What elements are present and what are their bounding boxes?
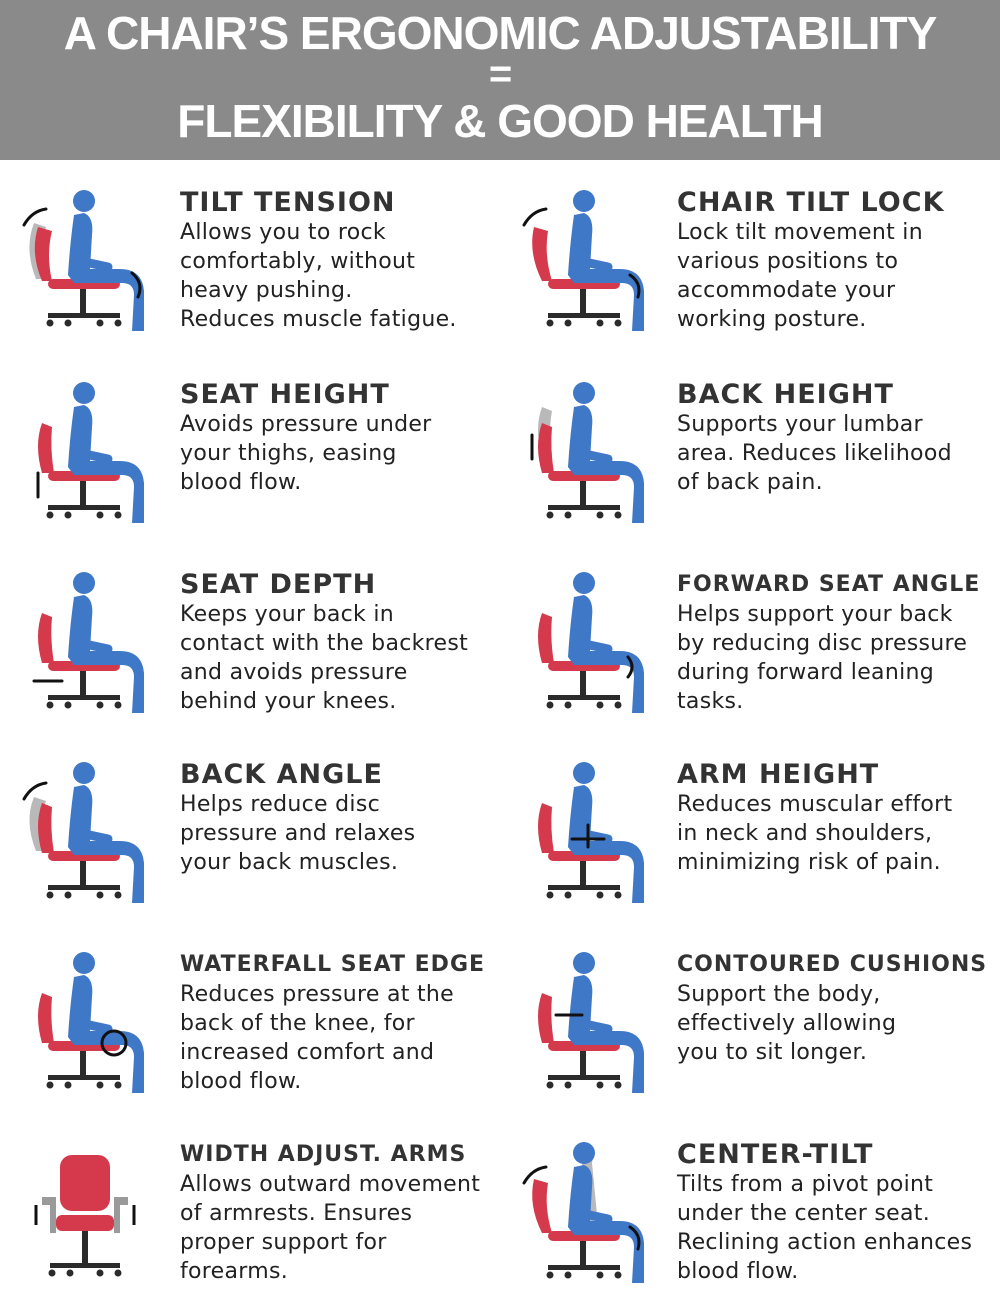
- feature-description-line: by reducing disc pressure: [677, 631, 968, 656]
- seat-height-icon: [12, 375, 157, 525]
- feature-description-line: proper support for: [180, 1230, 387, 1255]
- feature-description: [180, 410, 495, 497]
- feature-description: [180, 218, 495, 334]
- feature-description: [677, 980, 995, 1067]
- feature-description-line: Lock tilt movement in: [677, 220, 923, 245]
- feature-description-line: back of the knee, for: [180, 1011, 415, 1036]
- feature-description: [180, 790, 495, 877]
- feature-description-line: accommodate your: [677, 278, 896, 303]
- back-height-icon: [512, 375, 657, 525]
- feature-title: WIDTH ADJUST. ARMS: [180, 1142, 467, 1167]
- feature-description: [677, 410, 995, 497]
- feature-description-line: forearms.: [180, 1259, 289, 1284]
- banner-equals: =: [488, 52, 512, 96]
- feature-description-line: Reclining action enhances: [677, 1230, 973, 1255]
- feature-description-line: blood flow.: [180, 1069, 302, 1094]
- arm-height-icon: [512, 755, 657, 905]
- feature-description-line: Reduces muscle fatigue.: [180, 307, 457, 332]
- feature-item: [500, 1120, 1000, 1310]
- feature-description-line: Supports your lumbar: [677, 412, 923, 437]
- feature-description-line: Avoids pressure under: [180, 412, 432, 437]
- tilt-tension-icon: [12, 183, 157, 333]
- center-tilt-icon: [512, 1135, 657, 1285]
- feature-description-line: tasks.: [677, 689, 744, 714]
- feature-description-line: of armrests. Ensures: [180, 1201, 413, 1226]
- waterfall-seat-edge-icon: [12, 945, 157, 1095]
- feature-description: [677, 218, 995, 334]
- feature-title: WATERFALL SEAT EDGE: [180, 952, 486, 977]
- feature-description-line: of back pain.: [677, 470, 823, 495]
- feature-title: BACK HEIGHT: [677, 379, 894, 410]
- width-adjust-arms-icon: [12, 1135, 157, 1285]
- feature-description: [180, 980, 495, 1096]
- banner-title-line1: A CHAIR’S ERGONOMIC ADJUSTABILITY: [63, 7, 937, 59]
- feature-description-line: Keeps your back in: [180, 602, 395, 627]
- feature-description-line: in neck and shoulders,: [677, 821, 933, 846]
- feature-description-line: Tilts from a pivot point: [677, 1172, 934, 1197]
- feature-title: FORWARD SEAT ANGLE: [677, 572, 981, 597]
- feature-description-line: blood flow.: [180, 470, 302, 495]
- feature-description-line: pressure and relaxes: [180, 821, 416, 846]
- feature-description-line: working posture.: [677, 307, 867, 332]
- feature-description-line: various positions to: [677, 249, 899, 274]
- feature-description-line: you to sit longer.: [677, 1040, 868, 1065]
- feature-description-line: area. Reduces likelihood: [677, 441, 952, 466]
- feature-description-line: under the center seat.: [677, 1201, 930, 1226]
- feature-description: [180, 600, 495, 716]
- feature-description-line: blood flow.: [677, 1259, 799, 1284]
- feature-title: SEAT DEPTH: [180, 569, 377, 600]
- feature-description: [677, 600, 995, 716]
- feature-description: [677, 1170, 995, 1286]
- feature-description-line: Allows you to rock: [180, 220, 386, 245]
- header-banner: [0, 0, 1000, 160]
- feature-description-line: Allows outward movement: [180, 1172, 481, 1197]
- feature-description: [180, 1170, 495, 1286]
- feature-description-line: your thighs, easing: [180, 441, 397, 466]
- feature-description-line: effectively allowing: [677, 1011, 897, 1036]
- feature-title: CONTOURED CUSHIONS: [677, 952, 988, 977]
- feature-description-line: minimizing risk of pain.: [677, 850, 941, 875]
- feature-description-line: Support the body,: [677, 982, 881, 1007]
- chair-tilt-lock-icon: [512, 183, 657, 333]
- feature-item: [500, 930, 1000, 1120]
- feature-description-line: behind your knees.: [180, 689, 397, 714]
- seat-depth-icon: [12, 565, 157, 715]
- feature-description-line: during forward leaning: [677, 660, 935, 685]
- feature-description-line: Helps reduce disc: [180, 792, 380, 817]
- feature-title: CHAIR TILT LOCK: [677, 187, 945, 218]
- feature-description-line: Reduces muscular effort: [677, 792, 953, 817]
- feature-item: [500, 360, 1000, 550]
- feature-item: [500, 550, 1000, 740]
- feature-description-line: heavy pushing.: [180, 278, 353, 303]
- contoured-cushions-icon: [512, 945, 657, 1095]
- feature-title: TILT TENSION: [180, 187, 396, 218]
- banner-title-line2: FLEXIBILITY & GOOD HEALTH: [177, 95, 823, 147]
- feature-description-line: increased comfort and: [180, 1040, 435, 1065]
- feature-item: [0, 1120, 500, 1310]
- feature-item: [500, 168, 1000, 358]
- feature-description-line: your back muscles.: [180, 850, 399, 875]
- feature-title: BACK ANGLE: [180, 759, 383, 790]
- feature-item: [0, 550, 500, 740]
- feature-title: ARM HEIGHT: [677, 759, 880, 790]
- feature-title: SEAT HEIGHT: [180, 379, 390, 410]
- feature-title: CENTER-TILT: [677, 1139, 874, 1170]
- forward-seat-angle-icon: [512, 565, 657, 715]
- feature-description: [677, 790, 995, 877]
- back-angle-icon: [12, 755, 157, 905]
- feature-item: [0, 360, 500, 550]
- feature-item: [500, 740, 1000, 930]
- feature-description-line: and avoids pressure: [180, 660, 408, 685]
- feature-description-line: Reduces pressure at the: [180, 982, 454, 1007]
- feature-item: [0, 740, 500, 930]
- feature-description-line: Helps support your back: [677, 602, 953, 627]
- feature-description-line: contact with the backrest: [180, 631, 469, 656]
- feature-item: [0, 930, 500, 1120]
- feature-item: [0, 168, 500, 358]
- feature-description-line: comfortably, without: [180, 249, 416, 274]
